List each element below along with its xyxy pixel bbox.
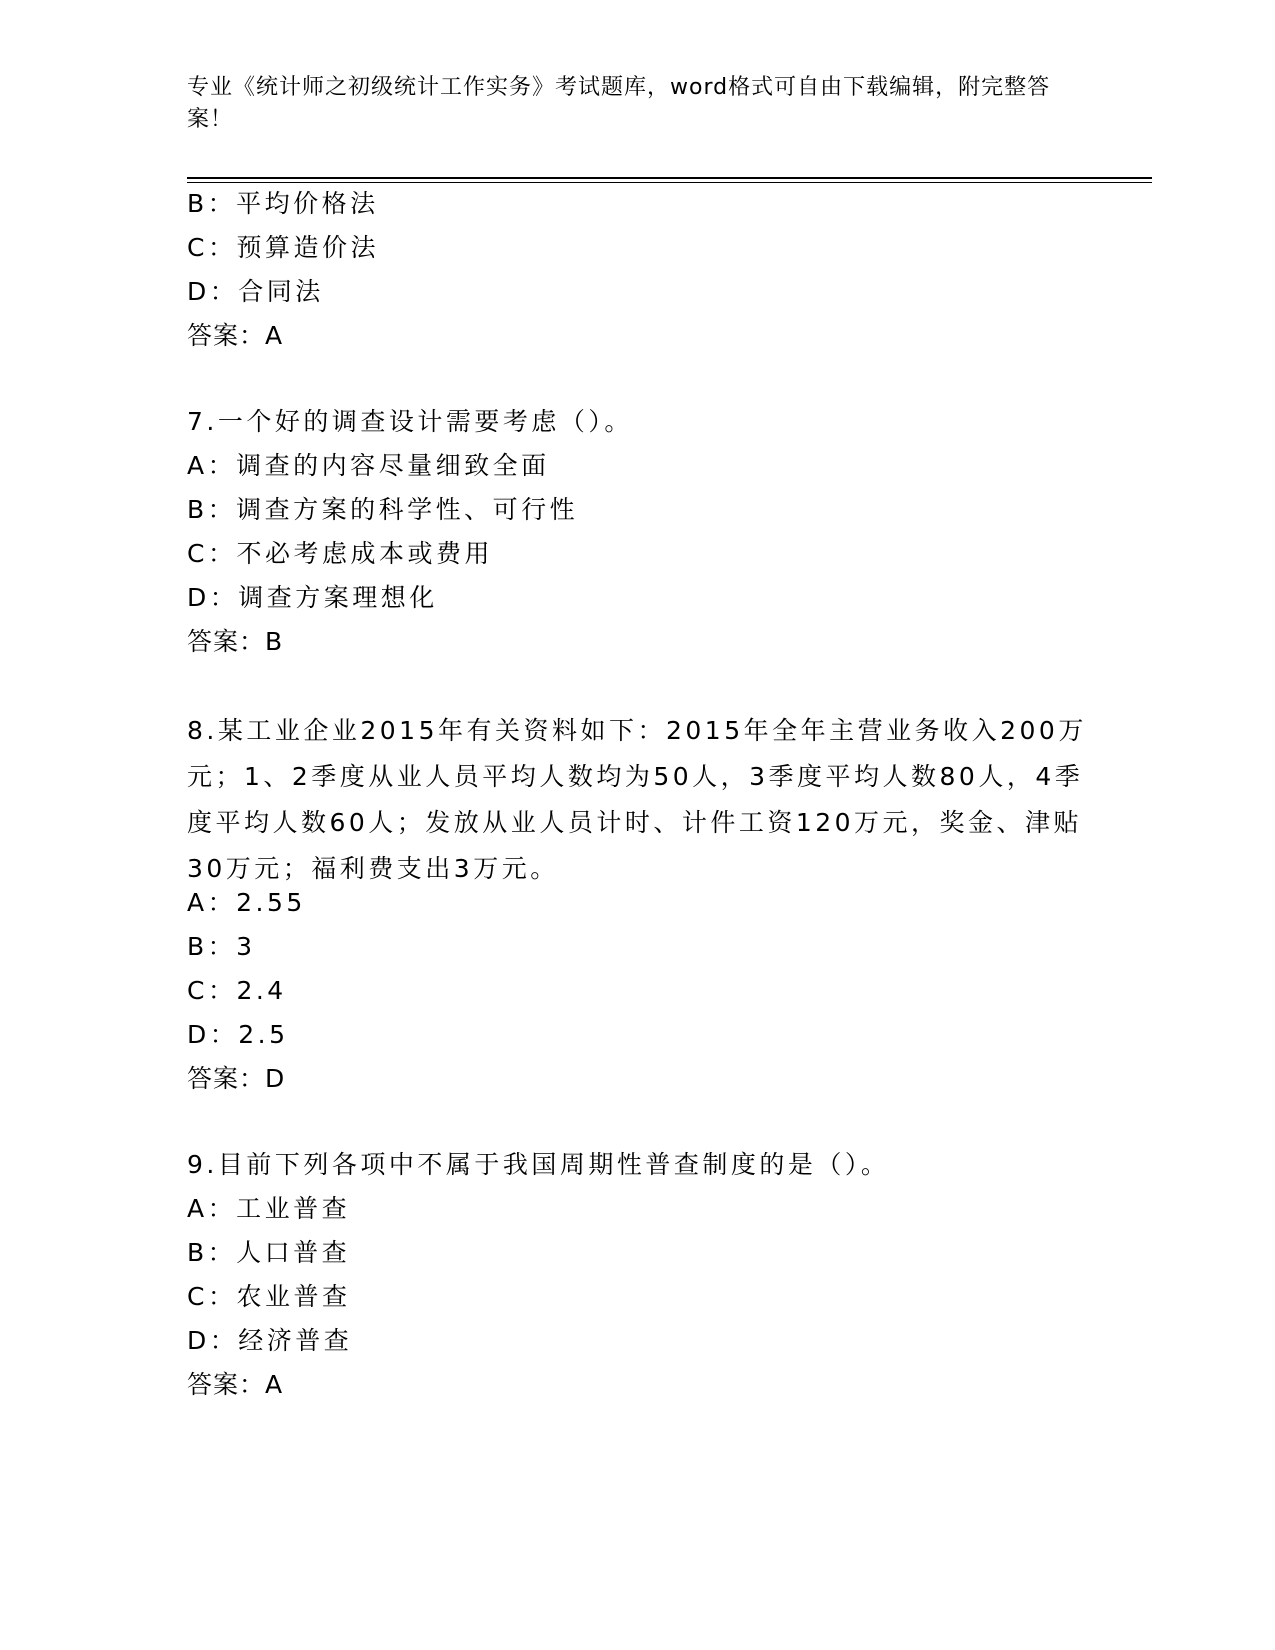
question-text: 7.一个好的调查设计需要考虑（）。 [187, 407, 633, 436]
option-a: A：工业普查 [187, 1194, 351, 1223]
header-rule-thin [187, 182, 1152, 183]
option-d: D：调查方案理想化 [187, 583, 438, 612]
answer: 答案：A [187, 1370, 284, 1399]
option-b: B：调查方案的科学性、可行性 [187, 495, 579, 524]
option-b: B：平均价格法 [187, 189, 379, 218]
answer: 答案：D [187, 1064, 286, 1093]
option-a: A：调查的内容尽量细致全面 [187, 451, 550, 480]
option-d: D：2.5 [187, 1020, 289, 1049]
option-c: C：农业普查 [187, 1282, 351, 1311]
option-b: B：人口普查 [187, 1238, 351, 1267]
header-rule-thick [187, 177, 1152, 179]
option-c: C：2.4 [187, 976, 287, 1005]
option-a: A：2.55 [187, 888, 306, 917]
document-header: 专业《统计师之初级统计工作实务》考试题库，word格式可自由下载编辑，附完整答案！ [187, 75, 1051, 132]
question-text: 9.目前下列各项中不属于我国周期性普查制度的是（）。 [187, 1150, 890, 1179]
answer: 答案：B [187, 627, 284, 656]
option-c: C：不必考虑成本或费用 [187, 539, 493, 568]
option-d: D：合同法 [187, 277, 324, 306]
answer: 答案：A [187, 321, 284, 350]
option-d: D：经济普查 [187, 1326, 353, 1355]
option-c: C：预算造价法 [187, 233, 379, 262]
question-text: 8.某工业企业2015年有关资料如下：2015年全年主营业务收入200万元；1、2季度从业人员平均人数均为50人，3季度平均人数80人，4季度平均人数60人；发放从业人员计时、计件工资120万元，奖金、津贴30万元；福利费支出3万元。 [187, 716, 1087, 883]
option-b: B：3 [187, 932, 256, 961]
